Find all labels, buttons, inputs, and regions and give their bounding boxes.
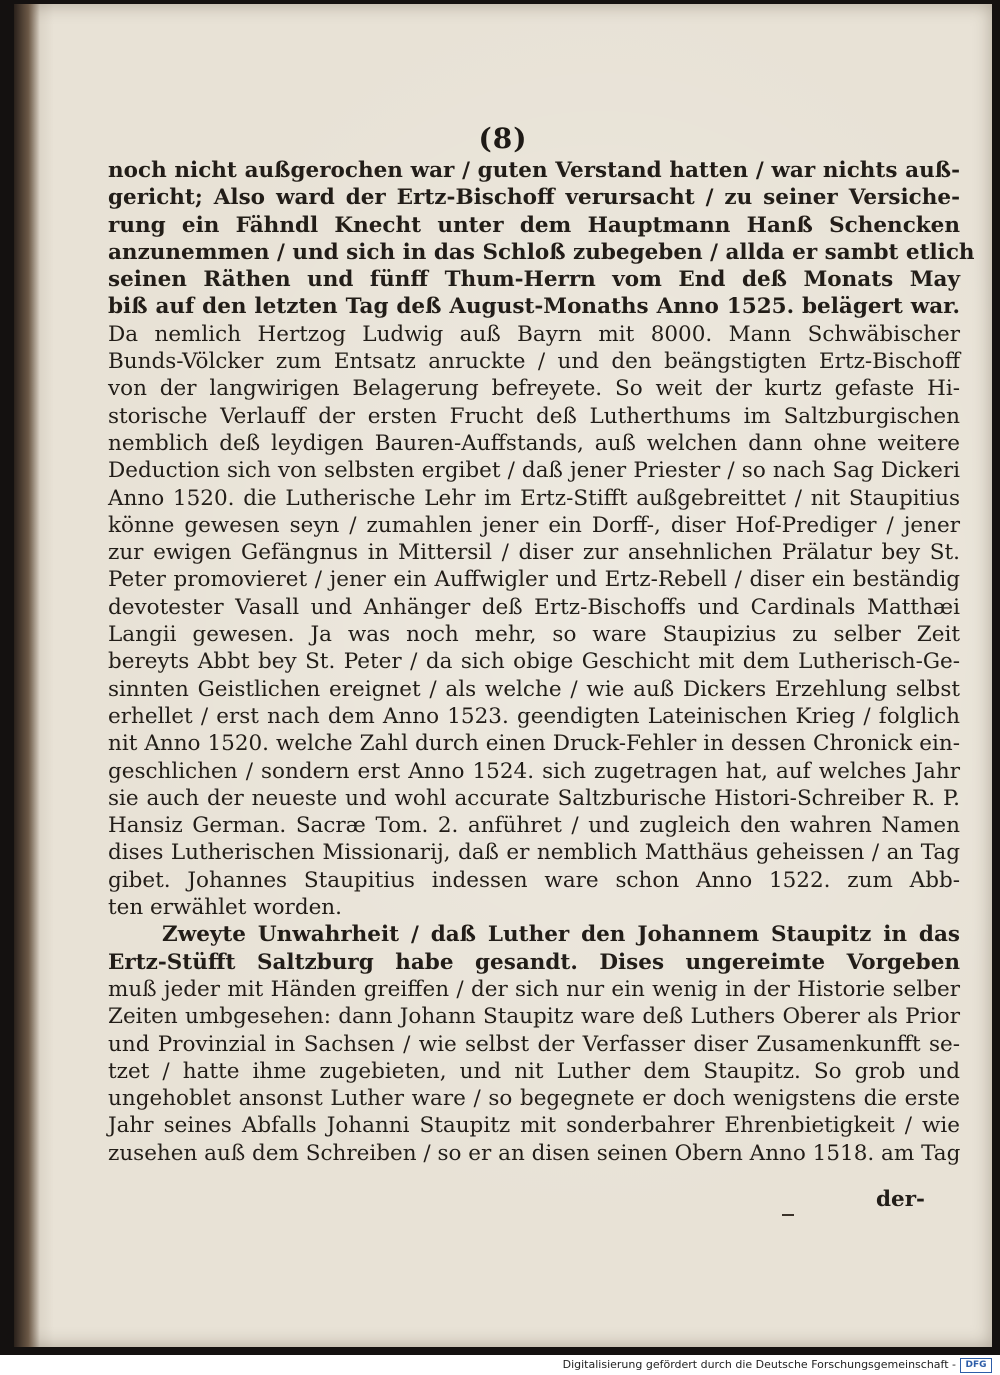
- text-line: Zeiten umbgesehen: dann Johann Staupitz ware deß Luthers Oberer als Prior: [108, 1004, 960, 1030]
- catchword: der-: [876, 1187, 925, 1212]
- text-line: und Provinzial in Sachsen / wie selbst der Verfasser diser Zusamenkunfft se-: [108, 1031, 960, 1057]
- text-line: erhellet / erst nach dem Anno 1523. geendigten Lateinischen Krieg / folglich: [108, 703, 960, 729]
- text-line: muß jeder mit Händen greiffen / der sich nur ein wenig in der Historie selber: [108, 976, 960, 1002]
- text-line: devotester Vasall und Anhänger deß Ertz-Bischoffs und Cardinals Matthæi: [108, 594, 960, 620]
- text-line: nit Anno 1520. welche Zahl durch einen Druck-Fehler in dessen Chronick ein-: [108, 731, 960, 757]
- text-line: anzunemmen / und sich in das Schloß zubegeben / allda er sambt etlich: [108, 239, 975, 265]
- text-line: gericht; Also ward der Ertz-Bischoff verursacht / zu seiner Versiche-: [108, 185, 960, 211]
- text-line: dises Lutherischen Missionarij, daß er nemblich Matthäus geheissen / an Tag: [108, 840, 960, 866]
- text-line: geschlichen / sondern erst Anno 1524. sich zugetragen hat, auf welches Jahr: [108, 758, 960, 784]
- text-line: Da nemlich Hertzog Ludwig auß Bayrn mit 8000. Mann Schwäbischer: [108, 321, 960, 347]
- text-line: gibet. Johannes Staupitius indessen ware schon Anno 1522. zum Abb-: [108, 867, 960, 893]
- page-number: (8): [478, 122, 528, 155]
- text-line: storische Verlauff der ersten Frucht deß Lutherthums im Saltzburgischen: [108, 403, 960, 429]
- footer-bar: [0, 1355, 1000, 1375]
- ink-mark: [782, 1214, 794, 1216]
- text-line: sie auch der neueste und wohl accurate Saltzburische Histori-Schreiber R. P.: [108, 785, 960, 811]
- dfg-logo: DFG: [960, 1358, 992, 1373]
- text-line: zusehen auß dem Schreiben / so er an disen seinen Obern Anno 1518. am Tag: [108, 1140, 961, 1166]
- text-line: noch nicht außgerochen war / guten Verstand hatten / war nichts auß-: [108, 158, 960, 183]
- footer-credit: Digitalisierung gefördert durch die Deutsche Forschungsgemeinschaft -: [562, 1358, 956, 1371]
- text-line: Peter promovieret / jener ein Auffwigler und Ertz-Rebell / diser ein beständig: [108, 567, 960, 593]
- book-page: [14, 4, 992, 1347]
- body-text: [108, 157, 975, 1167]
- text-line: Anno 1520. die Lutherische Lehr im Ertz-Stifft außgebreittet / nit Staupitius: [108, 485, 960, 511]
- text-line: Zweyte Unwahrheit / daß Luther den Johannem Staupitz in das: [162, 922, 960, 948]
- text-line: ungehoblet ansonst Luther ware / so begegnete er doch wenigstens die erste: [108, 1086, 960, 1112]
- text-line: bereyts Abbt bey St. Peter / da sich obige Geschicht mit dem Lutherisch-Ge-: [108, 649, 960, 675]
- text-line: nemblich deß leydigen Bauren-Auffstands, auß welchen dann ohne weitere: [108, 430, 960, 456]
- text-line: tzet / hatte ihme zugebieten, und nit Luther dem Staupitz. So grob und: [108, 1058, 960, 1084]
- text-line: sinnten Geistlichen ereignet / als welche / wie auß Dickers Erzehlung selbst: [108, 676, 960, 702]
- text-line: von der langwirigen Belagerung befreyete. So weit der kurtz gefaste Hi-: [108, 376, 960, 402]
- text-line: zur ewigen Gefängnus in Mittersil / diser zur ansehnlichen Prälatur bey St.: [108, 540, 960, 566]
- text-line: ten erwählet worden.: [108, 895, 342, 921]
- page-spine-shadow: [14, 4, 40, 1347]
- text-line: Hansiz German. Sacræ Tom. 2. anführet / und zugleich den wahren Namen: [108, 813, 960, 839]
- text-line: Jahr seines Abfalls Johanni Staupitz mit sonderbahrer Ehrenbietigkeit / wie: [108, 1113, 960, 1139]
- text-line: könne gewesen seyn / zumahlen jener ein Dorff-, diser Hof-Prediger / jener: [108, 512, 960, 538]
- text-line: Deduction sich von selbsten ergibet / daß jener Priester / so nach Sag Dickeri: [108, 458, 960, 484]
- text-line: Bunds-Völcker zum Entsatz anruckte / und den beängstigten Ertz-Bischoff: [108, 349, 960, 375]
- text-line: Ertz-Stüfft Saltzburg habe gesandt. Dises ungereimte Vorgeben: [108, 949, 960, 975]
- text-line: biß auf den letzten Tag deß August-Monaths Anno 1525. belägert war.: [108, 294, 960, 320]
- text-line: seinen Räthen und fünff Thum-Herrn vom End deß Monats May: [108, 267, 960, 293]
- text-line: Langii gewesen. Ja was noch mehr, so ware Staupizius zu selber Zeit: [108, 622, 960, 648]
- text-line: rung ein Fähndl Knecht unter dem Hauptmann Hanß Schencken: [108, 212, 960, 238]
